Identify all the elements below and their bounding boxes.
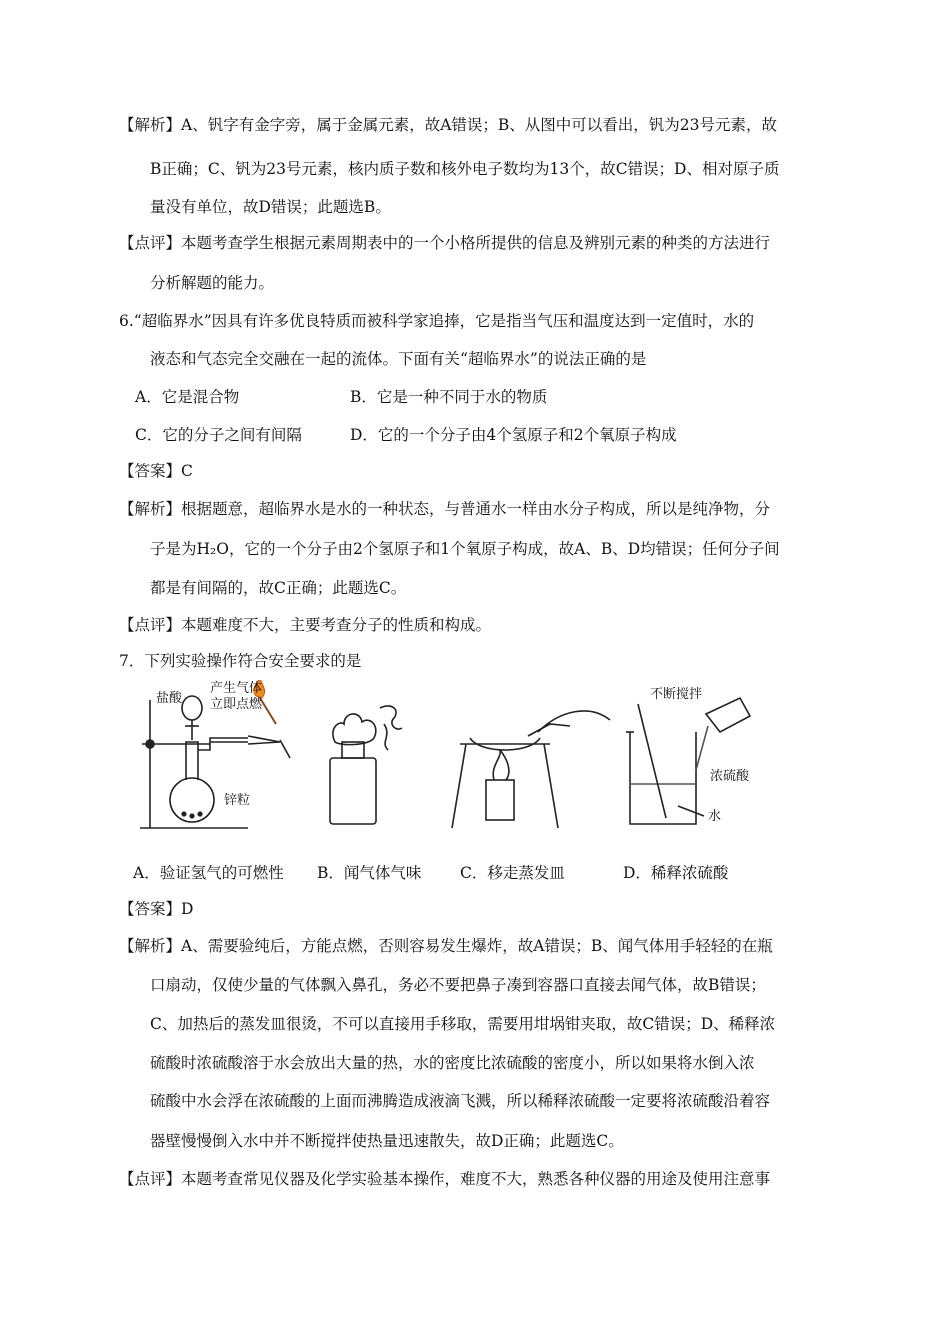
- q7-stem: 7．下列实验操作符合安全要求的是: [119, 652, 362, 670]
- label-acid: 浓硫酸: [710, 769, 750, 784]
- label-gas-1: 产生气体: [210, 681, 263, 696]
- q7-analysis-line-4: 硫酸时浓硫酸溶于水会放出大量的热，水的密度比浓硫酸的密度小，所以如果将水倒入浓: [150, 1054, 755, 1072]
- q6-stem-line-1: 6.“超临界水”因具有许多优良特质而被科学家追捧，它是指当气压和温度达到一定值时，水的: [119, 312, 755, 330]
- q6-analysis-line-2: 子是为H₂O，它的一个分子由2个氢原子和1个氧原子构成，故A、B、D均错误；任何分子间: [150, 540, 780, 558]
- label-gas-2: 立即点燃: [210, 697, 263, 712]
- q6-answer: 【答案】C: [119, 462, 193, 480]
- q7-analysis-line-1: 【解析】A、需要验纯后，方能点燃，否则容易发生爆炸，故A错误；B、闻气体用手轻轻的在瓶: [119, 937, 773, 955]
- q6-option-c: C．它的分子之间有间隔: [135, 426, 302, 444]
- label-hcl: 盐酸: [156, 691, 183, 706]
- q5-analysis-line-2: B正确；C、钒为23号元素，核内质子数和核外电子数均为13个，故C错误；D、相对原子质: [150, 160, 780, 178]
- q7-analysis-line-5: 硫酸中水会浮在浓硫酸的上面而沸腾造成液滴飞溅，所以稀释浓硫酸一定要将浓硫酸沿着容: [150, 1092, 771, 1110]
- label-water: 水: [708, 809, 722, 824]
- q6-option-d: D．它的一个分子由4个氢原子和2个氧原子构成: [350, 426, 677, 444]
- q6-analysis-line-1: 【解析】根据题意，超临界水是水的一种状态，与普通水一样由水分子构成，所以是纯净物，分: [119, 500, 771, 518]
- q7-analysis-line-2: 口扇动，仅使少量的气体飘入鼻孔，务必不要把鼻子凑到容器口直接去闻气体，故B错误；: [150, 976, 766, 994]
- q6-option-b: B．它是一种不同于水的物质: [350, 388, 548, 406]
- q5-comment-line-2: 分析解题的能力。: [150, 274, 275, 292]
- q7-comment: 【点评】本题考查常见仪器及化学实验基本操作，难度不大，熟悉各种仪器的用途及使用注意事: [119, 1170, 771, 1188]
- q7-caption-d: D．稀释浓硫酸: [623, 864, 729, 882]
- q6-stem-line-2: 液态和气态完全交融在一起的流体。下面有关“超临界水”的说法正确的是: [150, 350, 647, 368]
- q5-analysis-line-3: 量没有单位，故D错误；此题选B。: [150, 198, 391, 216]
- q5-comment-line-1: 【点评】本题考查学生根据元素周期表中的一个小格所提供的信息及辨别元素的种类的方法进行: [119, 234, 771, 252]
- figure-b-gas-bottle: [330, 706, 402, 824]
- q6-option-a: A．它是混合物: [135, 388, 240, 406]
- q6-comment: 【点评】本题难度不大，主要考查分子的性质和构成。: [119, 616, 492, 634]
- q5-analysis-line-1: 【解析】A、钒字有金字旁，属于金属元素，故A错误；B、从图中可以看出，钒为23号元素，故: [119, 116, 778, 134]
- q7-caption-c: C．移走蒸发皿: [460, 864, 565, 882]
- q6-analysis-line-3: 都是有间隔的，故C正确；此题选C。: [150, 579, 407, 597]
- figure-a-apparatus: [140, 696, 290, 828]
- q7-analysis-line-3: C、加热后的蒸发皿很烫，不可以直接用手移取，需要用坩埚钳夹取，故C错误；D、稀释浓: [150, 1015, 776, 1033]
- q7-figure: [130, 680, 810, 835]
- figure-d-beaker: [626, 698, 750, 824]
- label-zinc: 锌粒: [224, 793, 251, 808]
- figure-c-evaporating-dish: [452, 711, 610, 828]
- q7-analysis-line-6: 器壁慢慢倒入水中并不断搅拌使热量迅速散失，故D正确；此题选C。: [150, 1132, 624, 1150]
- q7-answer: 【答案】D: [119, 900, 194, 918]
- q7-caption-b: B．闻气体气味: [317, 864, 422, 882]
- q7-caption-a: A．验证氢气的可燃性: [133, 864, 284, 882]
- label-stir: 不断搅拌: [650, 687, 703, 702]
